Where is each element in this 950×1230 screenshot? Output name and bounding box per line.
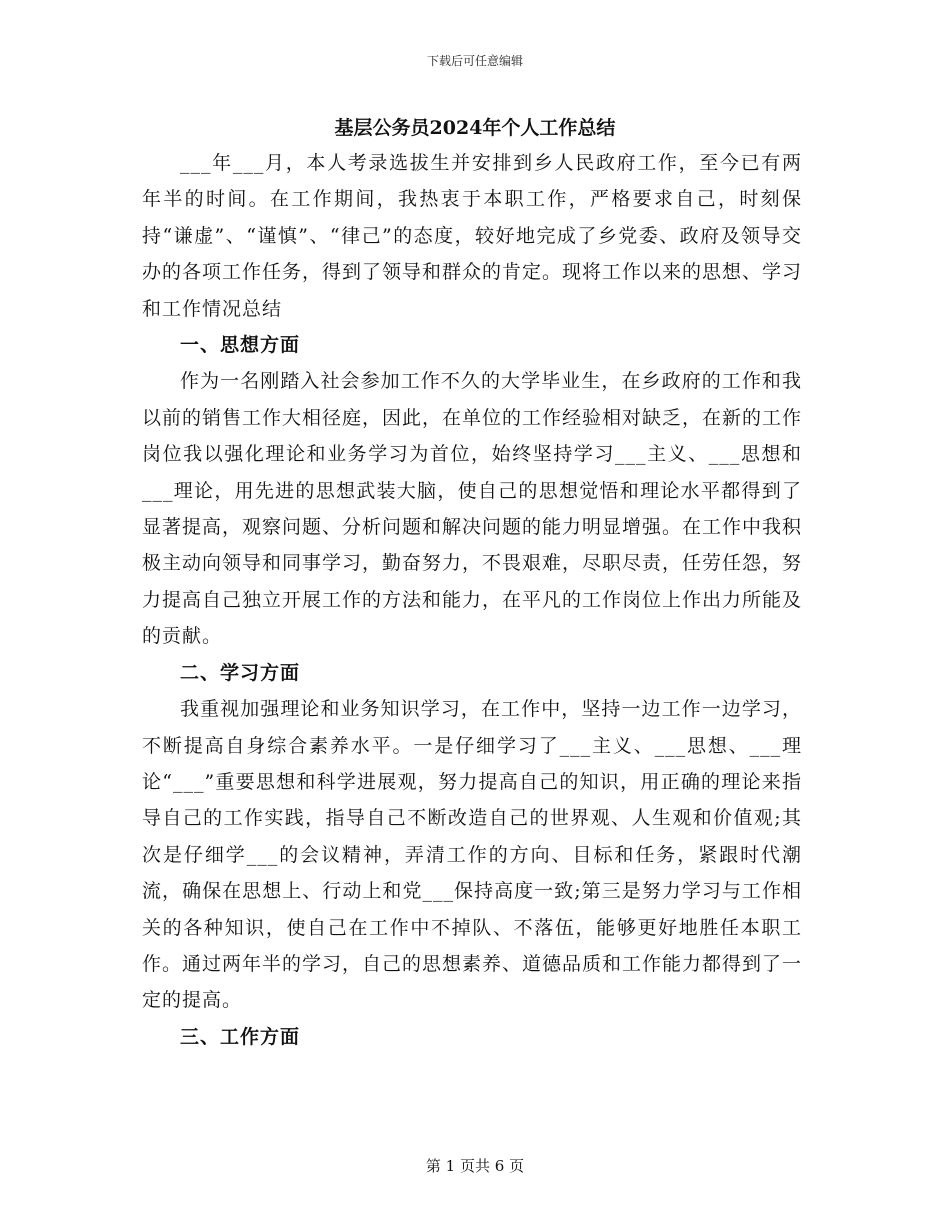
intro-paragraph: ___年___月，本人考录选拔生并安排到乡人民政府工作，至今已有两年半的时间。在工作期间，我热衷于本职工作，严格要求自己，时刻保持“谦虚”、“谨慎”、“律己”的态度，较好地完成了乡党委、政府及领导交办的各项工作任务，得到了领导和群众的肯定。现将工作以来的思想、学习和工作情况总结: [142, 152, 803, 320]
page-header-note: 下载后可任意编辑: [426, 54, 523, 68]
document-body: [142, 145, 802, 1055]
section-heading-thought: 一、思想方面: [180, 334, 301, 357]
page-number-footer: 第 1 页共 6 页: [425, 1157, 525, 1175]
section-heading-work: 三、工作方面: [180, 1025, 301, 1048]
section-paragraph-thought: 作为一名刚踏入社会参加工作不久的大学毕业生，在乡政府的工作和我以前的销售工作大相径庭，因此，在单位的工作经验相对缺乏，在新的工作岗位我以强化理论和业务学习为首位，始终坚持学习___主义、___思想和___理论，用先进的思想武装大脑，使自己的思想觉悟和理论水平都得到了显著提高，观察问题、分析问题和解决问题的能力明显增强。在工作中我积极主动向领导和同事学习，勤奋努力，不畏艰难，尽职尽责，任劳任怨，努力提高自己独立开展工作的方法和能力，在平凡的工作岗位上作出力所能及的贡献。: [142, 370, 803, 648]
document-title: 基层公务员2024年个人工作总结: [334, 117, 616, 139]
section-heading-study: 二、学习方面: [180, 661, 301, 684]
section-paragraph-study: 我重视加强理论和业务知识学习，在工作中，坚持一边工作一边学习，不断提高自身综合素养水平。一是仔细学习了___主义、___思想、___理论“___”重要思想和科学进展观，努力提高自己的知识，用正确的理论来指导自己的工作实践，指导自己不断改造自己的世界观、人生观和价值观;其次是仔细学___的会议精神，弄清工作的方向、目标和任务，紧跟时代潮流，确保在思想上、行动上和党___保持高度一致;第三是努力学习与工作相关的各种知识，使自己在工作中不掉队、不落伍，能够更好地胜任本职工作。通过两年半的学习，自己的思想素养、道德品质和工作能力都得到了一定的提高。: [142, 698, 803, 1012]
